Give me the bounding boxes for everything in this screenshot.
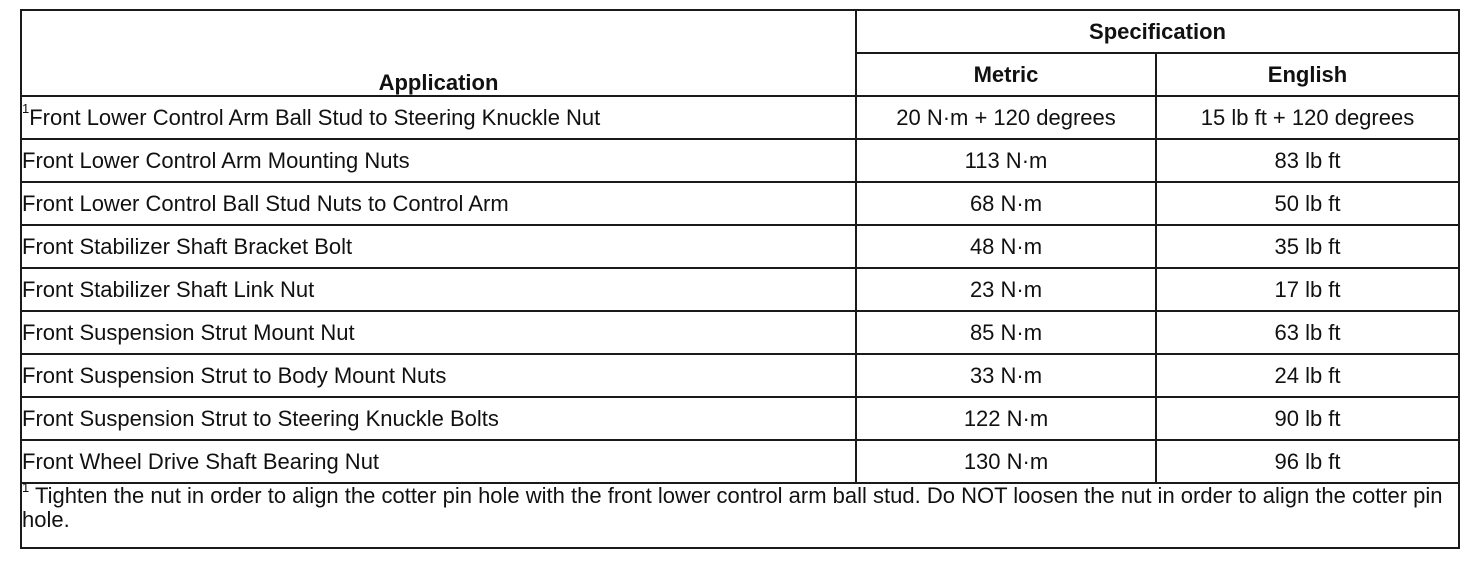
application-cell: Front Stabilizer Shaft Bracket Bolt: [21, 225, 856, 268]
footnote-row: [21, 483, 1459, 548]
english-cell: 24 lb ft: [1156, 354, 1459, 397]
english-cell: 17 lb ft: [1156, 268, 1459, 311]
metric-cell: 33 N·m: [856, 354, 1156, 397]
metric-cell: 85 N·m: [856, 311, 1156, 354]
english-cell: 96 lb ft: [1156, 440, 1459, 483]
footnote-cell: [21, 479, 1459, 548]
application-cell: Front Suspension Strut Mount Nut: [21, 311, 856, 354]
metric-cell: 48 N·m: [856, 225, 1156, 268]
table-row: [21, 182, 1459, 225]
english-cell: 35 lb ft: [1156, 225, 1459, 268]
application-cell: Front Suspension Strut to Steering Knuckle Bolts: [21, 397, 856, 440]
metric-column-header: Metric: [856, 53, 1156, 96]
metric-cell: 130 N·m: [856, 440, 1156, 483]
table-row: [21, 397, 1459, 440]
footnote-marker: 1: [22, 479, 30, 495]
english-cell: 63 lb ft: [1156, 311, 1459, 354]
footnote-text: Tighten the nut in order to align the cotter pin hole with the front lower control arm ball stud. Do NOT loosen the nut in order to align the cotter pin hole.: [22, 483, 1443, 532]
header-row-top: [21, 10, 1459, 53]
application-column-header: Application: [21, 10, 856, 96]
metric-cell: 23 N·m: [856, 268, 1156, 311]
application-cell: Front Suspension Strut to Body Mount Nuts: [21, 354, 856, 397]
torque-specification-sheet: [20, 9, 1458, 549]
metric-cell: 68 N·m: [856, 182, 1156, 225]
table-row: [21, 225, 1459, 268]
metric-cell: 113 N·m: [856, 139, 1156, 182]
table-row: [21, 268, 1459, 311]
footnote-marker: 1: [22, 101, 30, 117]
application-text: Front Lower Control Arm Ball Stud to Steering Knuckle Nut: [29, 104, 601, 130]
table-row: [21, 139, 1459, 182]
table-row: [21, 354, 1459, 397]
application-cell: [21, 96, 856, 139]
specification-column-header: Specification: [856, 10, 1459, 53]
table-row: [21, 96, 1459, 139]
table-row: [21, 311, 1459, 354]
application-cell: Front Wheel Drive Shaft Bearing Nut: [21, 440, 856, 483]
table-row: [21, 440, 1459, 483]
specification-table: [20, 9, 1460, 549]
english-cell: 83 lb ft: [1156, 139, 1459, 182]
english-cell: 50 lb ft: [1156, 182, 1459, 225]
metric-cell: 122 N·m: [856, 397, 1156, 440]
english-cell: 90 lb ft: [1156, 397, 1459, 440]
application-cell: Front Lower Control Ball Stud Nuts to Control Arm: [21, 182, 856, 225]
table-header: [21, 10, 1459, 96]
english-cell: 15 lb ft + 120 degrees: [1156, 96, 1459, 139]
application-cell: Front Lower Control Arm Mounting Nuts: [21, 139, 856, 182]
english-column-header: English: [1156, 53, 1459, 96]
application-cell: Front Stabilizer Shaft Link Nut: [21, 268, 856, 311]
metric-cell: 20 N·m + 120 degrees: [856, 96, 1156, 139]
table-body: [21, 96, 1459, 548]
